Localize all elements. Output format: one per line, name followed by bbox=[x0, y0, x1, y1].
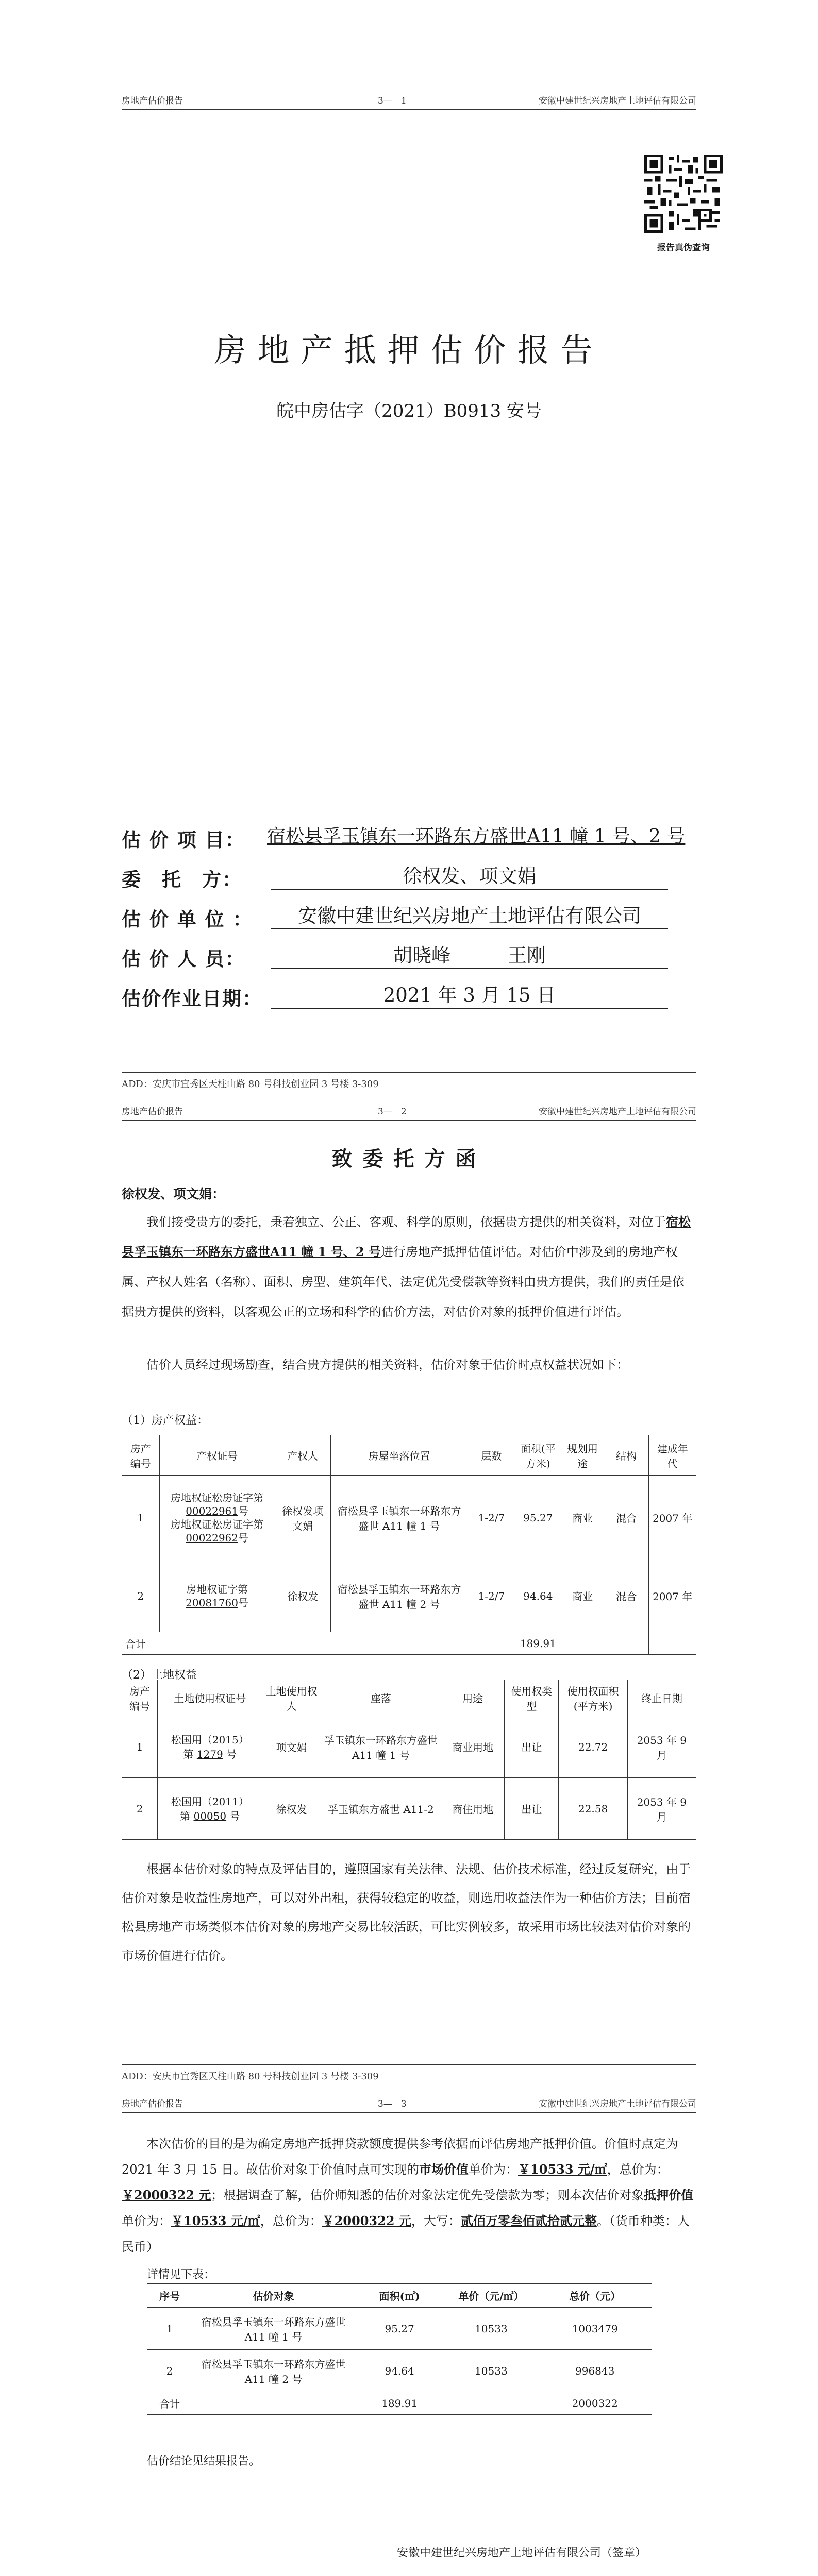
col-header: 使用权面积(平方米) bbox=[559, 1680, 627, 1716]
cell-total-area: 189.91 bbox=[515, 1632, 561, 1655]
cell-area: 94.64 bbox=[515, 1560, 561, 1632]
cell-location: 孚玉镇东一环路东方盛世 A11 幢 1 号 bbox=[321, 1716, 441, 1778]
info-value-appraisers: 胡晓峰 王刚 bbox=[271, 943, 668, 969]
col-header: 终止日期 bbox=[627, 1680, 696, 1716]
header-left: 房地产估价报告 bbox=[122, 96, 183, 106]
para4-text: ，大写： bbox=[411, 2214, 461, 2228]
cert-number: 1279 bbox=[196, 1748, 223, 1760]
info-label-appraiser-unit: 估 价 单 位 ： bbox=[122, 908, 253, 930]
para4-text: ，总价为： bbox=[260, 2214, 322, 2228]
cell-use: 商住用地 bbox=[441, 1778, 505, 1840]
para4-text: 本次估价的目的是为确定房地产抵押贷款额度提供参考依据而评估房地产抵押价值。价值时点定为 2021 年 3 月 15 日。故估价对象于价值时点可实现的 bbox=[122, 2137, 678, 2177]
table-row bbox=[122, 1560, 696, 1632]
header-company: 安徽中建世纪兴房地产土地评估有限公司 bbox=[539, 2099, 696, 2109]
col-header: 座落 bbox=[321, 1680, 441, 1716]
cell-owner: 项文娟 bbox=[262, 1716, 321, 1778]
header-company: 安徽中建世纪兴房地产土地评估有限公司 bbox=[539, 96, 696, 106]
table-header-row bbox=[147, 2284, 652, 2308]
info-row-appraisers bbox=[122, 943, 696, 974]
footer-address: ADD：安庆市宜秀区天柱山路 80 号科技创业园 3 号楼 3-309 bbox=[122, 2071, 379, 2082]
cert-tail: 号 bbox=[238, 1531, 248, 1544]
letter-paragraph-4 bbox=[122, 2131, 696, 2260]
cell-use: 商业用地 bbox=[441, 1716, 505, 1778]
col-header: 使用权类型 bbox=[505, 1680, 559, 1716]
cert-text: 第 bbox=[183, 1748, 194, 1760]
para4-amount-in-words: 贰佰万零叁佰贰拾贰元整 bbox=[460, 2213, 597, 2228]
cell-total-area: 189.91 bbox=[355, 2392, 444, 2415]
para4-market-value-label: 市场价值 bbox=[419, 2162, 469, 2177]
letter-paragraph-1 bbox=[122, 1207, 696, 1327]
para4-text: 单价为： bbox=[122, 2214, 171, 2228]
cert-text: 房地权证松房证字第 bbox=[171, 1491, 264, 1504]
detail-label: 详情见下表： bbox=[147, 2268, 215, 2281]
para4-text: 单价为： bbox=[469, 2162, 519, 2177]
col-header: 序号 bbox=[147, 2284, 192, 2308]
para4-text: ，总价为： bbox=[607, 2162, 669, 2177]
cell-end-date: 2053 年 9 月 bbox=[627, 1778, 696, 1840]
cell-object: 宿松县孚玉镇东一环路东方盛世 A11 幢 1 号 bbox=[192, 2308, 355, 2350]
section-house-rights: （1）房产权益： bbox=[122, 1414, 208, 1427]
cert-text: 松国用（2015） bbox=[171, 1733, 249, 1746]
cert-text: 松国用（2011） bbox=[171, 1795, 249, 1808]
para4-mortgage-unit-price: ￥10533 元/㎡ bbox=[171, 2213, 260, 2228]
para1-text-a: 我们接受贵方的委托，秉着独立、公正、客观、科学的原则，依据贵方提供的相关资料，对位于 bbox=[146, 1215, 666, 1229]
cell-owner: 徐权发项文娟 bbox=[275, 1476, 330, 1560]
cell-owner: 徐权发 bbox=[262, 1778, 321, 1840]
cell-cert bbox=[159, 1560, 275, 1632]
letter-paragraph-2 bbox=[122, 1350, 696, 1380]
cell-total-value: 2000322 bbox=[538, 2392, 652, 2415]
para4-text: 。（货币种类：人民币） bbox=[122, 2214, 690, 2254]
valuation-table bbox=[147, 2283, 652, 2415]
cell-no: 1 bbox=[147, 2308, 192, 2350]
cell-area: 94.64 bbox=[355, 2350, 444, 2392]
table-header-row bbox=[122, 1435, 696, 1476]
col-header: 房屋坐落位置 bbox=[330, 1435, 468, 1476]
info-row-client bbox=[122, 864, 696, 895]
para1-text-c: 进行房地产抵押估值评估。对估价中涉及到的房地产权属、产权人姓名（名称）、面积、房型、建筑年代、法定优先受偿款等资料由贵方提供，我们的责任是依据贵方提供的资料，以客观公正的立场和科学的估价方法，对估价对象的抵押价值进行评估。 bbox=[122, 1245, 685, 1319]
land-rights-table bbox=[122, 1680, 696, 1840]
cell-end-date: 2053 年 9 月 bbox=[627, 1716, 696, 1778]
cell-unit-price: 10533 bbox=[444, 2350, 538, 2392]
table-row bbox=[122, 1476, 696, 1560]
header-page-number: 3— 3 bbox=[378, 2099, 407, 2109]
house-rights-table bbox=[122, 1435, 696, 1655]
para4-mortgage-value-label: 抵押价值 bbox=[644, 2188, 694, 2202]
cell-total-label: 合计 bbox=[122, 1632, 515, 1655]
cell-land-cert bbox=[158, 1778, 262, 1840]
cell-owner: 徐权发 bbox=[275, 1560, 330, 1632]
col-header: 产权人 bbox=[275, 1435, 330, 1476]
cell-object: 宿松县孚玉镇东一环路东方盛世 A11 幢 2 号 bbox=[192, 2350, 355, 2392]
cell-area: 95.27 bbox=[355, 2308, 444, 2350]
info-label-date: 估价作业日期： bbox=[122, 987, 262, 1010]
cell-land-cert bbox=[158, 1716, 262, 1778]
cell-location: 宿松县孚玉镇东一环路东方盛世 A11 幢 1 号 bbox=[330, 1476, 468, 1560]
para4-market-unit-price: ￥10533 元/㎡ bbox=[518, 2162, 607, 2177]
info-label-client: 委 托 方： bbox=[122, 868, 242, 891]
report-number: 皖中房估字（2021）B0913 安号 bbox=[276, 401, 542, 421]
info-label-project: 估 价 项 目： bbox=[122, 828, 245, 851]
qr-code-icon[interactable] bbox=[644, 155, 723, 233]
cell-type: 出让 bbox=[505, 1778, 559, 1840]
cell-total: 1003479 bbox=[538, 2308, 652, 2350]
signature-company: 安徽中建世纪兴房地产土地评估有限公司（签章） bbox=[397, 2547, 647, 2560]
para4-mortgage-total: ￥2000322 元 bbox=[322, 2213, 411, 2228]
section-land-rights: （2）土地权益 bbox=[122, 1669, 197, 1682]
cell-unit-price: 10533 bbox=[444, 2308, 538, 2350]
cell-no: 1 bbox=[122, 1476, 160, 1560]
cert-number: 00050 bbox=[193, 1809, 227, 1822]
col-header: 结构 bbox=[604, 1435, 649, 1476]
page-header-2 bbox=[122, 1103, 696, 1121]
table-total-row bbox=[122, 1632, 696, 1655]
cell-no: 2 bbox=[122, 1560, 160, 1632]
col-header: 层数 bbox=[468, 1435, 515, 1476]
cell-location: 孚玉镇东方盛世 A11-2 bbox=[321, 1778, 441, 1840]
info-value-project: 宿松县孚玉镇东一环路东方盛世A11 幢 1 号、2 号 bbox=[267, 826, 686, 847]
table-header-row bbox=[122, 1680, 696, 1716]
para2-text: 估价人员经过现场勘查，结合贵方提供的相关资料，估价对象于估价时点权益状况如下： bbox=[146, 1358, 629, 1372]
cert-tail: 号 bbox=[238, 1596, 248, 1609]
col-header: 总价（元） bbox=[538, 2284, 652, 2308]
cell-total-label: 合计 bbox=[147, 2392, 192, 2415]
table-row bbox=[122, 1716, 696, 1778]
cell-no: 2 bbox=[122, 1778, 158, 1840]
info-value-date: 2021 年 3 月 15 日 bbox=[271, 983, 668, 1009]
cell-year: 2007 年 bbox=[649, 1560, 696, 1632]
col-header: 建成年代 bbox=[649, 1435, 696, 1476]
col-header: 面积(㎡) bbox=[355, 2284, 444, 2308]
col-header: 估价对象 bbox=[192, 2284, 355, 2308]
page-footer-2 bbox=[122, 2064, 696, 2082]
cert-tail: 号 bbox=[238, 1504, 248, 1517]
col-header: 房产编号 bbox=[122, 1680, 158, 1716]
header-left: 房地产估价报告 bbox=[122, 1107, 183, 1117]
col-header: 房产编号 bbox=[122, 1435, 160, 1476]
cert-number: 20081760 bbox=[186, 1596, 238, 1609]
header-page-number: 3— 2 bbox=[378, 1107, 407, 1117]
cell-type: 出让 bbox=[505, 1716, 559, 1778]
footer-address: ADD：安庆市宜秀区天柱山路 80 号科技创业园 3 号楼 3-309 bbox=[122, 1079, 379, 1090]
col-header: 产权证号 bbox=[159, 1435, 275, 1476]
cell-location: 宿松县孚玉镇东一环路东方盛世 A11 幢 2 号 bbox=[330, 1560, 468, 1632]
cert-text: 房地权证字第 bbox=[186, 1583, 248, 1596]
col-header: 面积(平方米) bbox=[515, 1435, 561, 1476]
header-page-number: 3— 1 bbox=[378, 96, 407, 106]
cell-floor: 1-2/7 bbox=[468, 1476, 515, 1560]
col-header: 规划用途 bbox=[561, 1435, 604, 1476]
cert-tail: 号 bbox=[229, 1809, 240, 1822]
cell-year: 2007 年 bbox=[649, 1476, 696, 1560]
cell-area: 95.27 bbox=[515, 1476, 561, 1560]
cell-structure: 混合 bbox=[604, 1476, 649, 1560]
info-value-appraiser-unit: 安徽中建世纪兴房地产土地评估有限公司 bbox=[271, 904, 668, 929]
para4-text: ；根据调查了解，估价师知悉的估价对象法定优先受偿款为零；则本次估价对象 bbox=[211, 2188, 644, 2202]
cell-use: 商业 bbox=[561, 1476, 604, 1560]
cell-no: 1 bbox=[122, 1716, 158, 1778]
cert-text: 房地权证松房证字第 bbox=[171, 1518, 264, 1531]
para3-text: 根据本估价对象的特点及评估目的，遵照国家有关法律、法规、估价技术标准，经过反复研究，由于估价对象是收益性房地产，可以对外出租，获得较稳定的收益，则选用收益法作为一种估价方法；目前宿松县房地产市场类似本估价对象的房地产交易比较活跃，可比实例较多，故采用市场比较法对估价对象的市场价值进行估价。 bbox=[122, 1862, 691, 1963]
col-header: 土地使用权人 bbox=[262, 1680, 321, 1716]
cell-structure: 混合 bbox=[604, 1560, 649, 1632]
col-header: 土地使用权证号 bbox=[158, 1680, 262, 1716]
para1-object: 宿松县孚玉镇东一环路东方盛世A11 幢 1 号、2 号 bbox=[122, 1214, 691, 1259]
cell-cert bbox=[159, 1476, 275, 1560]
table-total-row bbox=[147, 2392, 652, 2415]
col-header: 单价（元/㎡） bbox=[444, 2284, 538, 2308]
col-header: 用途 bbox=[441, 1680, 505, 1716]
info-row-date bbox=[122, 983, 696, 1014]
page-header-3 bbox=[122, 2095, 696, 2113]
cell-floor: 1-2/7 bbox=[468, 1560, 515, 1632]
letter-title: 致委托方函 bbox=[331, 1147, 487, 1171]
cell-no: 2 bbox=[147, 2350, 192, 2392]
cert-number: 00022962 bbox=[186, 1531, 238, 1544]
table-row bbox=[147, 2350, 652, 2392]
info-label-appraisers: 估 价 人 员： bbox=[122, 947, 245, 970]
cell-area: 22.58 bbox=[559, 1778, 627, 1840]
info-value-client: 徐权发、项文娟 bbox=[271, 864, 668, 890]
info-row-appraiser-unit bbox=[122, 904, 696, 935]
conclusion-note: 估价结论见结果报告。 bbox=[147, 2455, 261, 2468]
cert-tail: 号 bbox=[226, 1748, 237, 1760]
header-left: 房地产估价报告 bbox=[122, 2099, 183, 2109]
cert-number: 00022961 bbox=[186, 1504, 238, 1517]
page-footer-1 bbox=[122, 1072, 696, 1090]
cert-text: 第 bbox=[180, 1809, 191, 1822]
table-row bbox=[122, 1778, 696, 1840]
report-title: 房地产抵押估价报告 bbox=[214, 331, 604, 369]
page-header-1 bbox=[122, 92, 696, 110]
letter-addressee: 徐权发、项文娟： bbox=[122, 1187, 225, 1201]
letter-paragraph-3 bbox=[122, 1855, 696, 1970]
cell-use: 商业 bbox=[561, 1560, 604, 1632]
cell-area: 22.72 bbox=[559, 1716, 627, 1778]
para4-market-total: ￥2000322 元 bbox=[122, 2188, 211, 2202]
cell-total: 996843 bbox=[538, 2350, 652, 2392]
header-company: 安徽中建世纪兴房地产土地评估有限公司 bbox=[539, 1107, 696, 1117]
qr-caption: 报告真伪查询 bbox=[657, 243, 710, 253]
table-row bbox=[147, 2308, 652, 2350]
info-row-project bbox=[122, 824, 696, 855]
